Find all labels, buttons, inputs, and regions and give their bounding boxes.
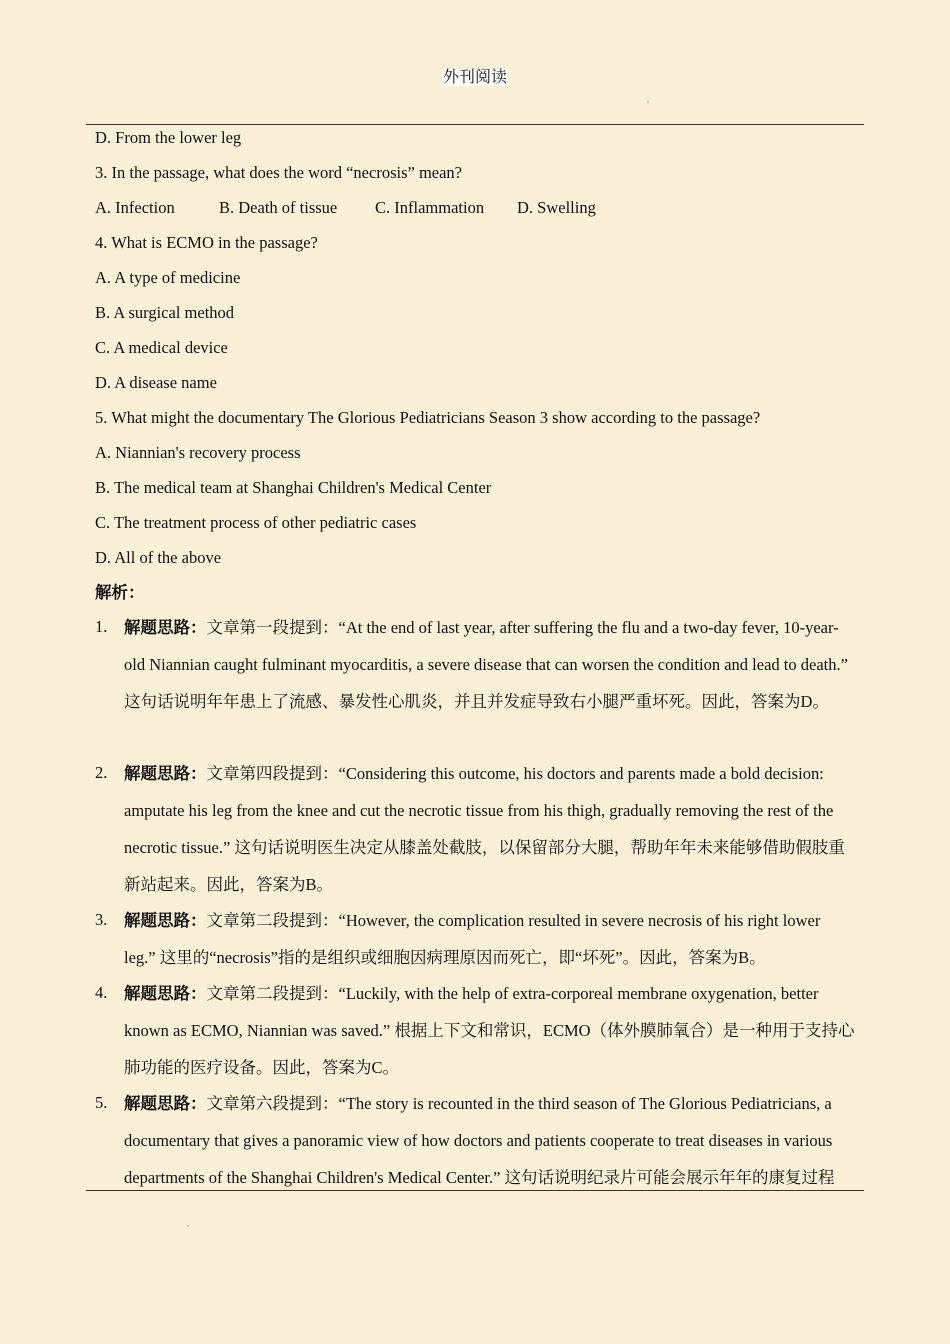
q4-option-a: A. A type of medicine [95, 268, 241, 287]
analysis-item-body [124, 609, 855, 720]
analysis-label: 解题思路： [124, 984, 207, 1003]
header-dot [647, 101, 649, 103]
analysis-item-text: 文章第四段提到：“Considering this outcome, his doctors and parents made a bold decision: amputate his leg from the knee and cut the necrotic tissue from his thigh, gradually removing the rest of the necrotic tissue.” 这句话说明医生决定从膝盖处截肢，以保留部分大腿，帮助年年未来能够借助假肢重新站起来。因此，答案为B。 [124, 764, 845, 894]
q3-option-c: C. Inflammation [375, 198, 485, 217]
q5-option-c: C. The treatment process of other pediatric cases [95, 513, 417, 532]
q4-stem: 4. What is ECMO in the passage? [95, 233, 318, 252]
analysis-item-number: 3. [95, 910, 108, 929]
q5-stem: 5. What might the documentary The Glorious Pediatricians Season 3 show according to the passage? [95, 408, 761, 427]
q5-option-b: B. The medical team at Shanghai Children's Medical Center [95, 478, 492, 497]
analysis-label: 解题思路： [124, 1094, 207, 1113]
analysis-item-text: 文章第二段提到：“However, the complication resulted in severe necrosis of his right lower leg.” 这里的“necrosis”指的是组织或细胞因病理原因而死亡，即“坏死”。因此，答案为B。 [124, 911, 821, 967]
analysis-label: 解题思路： [124, 618, 207, 637]
q4-option-c: C. A medical device [95, 338, 228, 357]
analysis-item-body [124, 755, 855, 903]
header-rule [86, 124, 864, 125]
footer-rule [86, 1190, 864, 1191]
analysis-item-text: 文章第一段提到：“At the end of last year, after suffering the flu and a two-day fever, 10-year-old Niannian caught fulminant myocarditis, a severe disease that can worsen the condition and lead to death.” 这句话说明年年患上了流感、暴发性心肌炎，并且并发症导致右小腿严重坏死。因此，答案为D。 [124, 618, 848, 711]
q3-options [95, 197, 596, 219]
analysis-item-number: 2. [95, 763, 108, 782]
analysis-item-number: 4. [95, 983, 108, 1002]
q5-option-a: A. Niannian's recovery process [95, 443, 301, 462]
q4-option-d: D. A disease name [95, 373, 217, 392]
q2-option-d: D. From the lower leg [95, 128, 242, 147]
analysis-item-number: 1. [95, 617, 108, 636]
q3-option-b: B. Death of tissue [219, 198, 338, 217]
analysis-item-text: 文章第二段提到：“Luckily, with the help of extra-corporeal membrane oxygenation, better known as ECMO, Niannian was saved.” 根据上下文和常识，ECMO（体外膜肺氧合）是一种用于支持心肺功能的医疗设备。因此，答案为C。 [124, 984, 855, 1077]
analysis-item [95, 1085, 855, 1191]
footer-dot [187, 1225, 189, 1227]
analysis-label: 解题思路： [124, 911, 207, 930]
analysis-item-body [124, 1085, 855, 1191]
analysis-item-body [124, 902, 855, 976]
q3-option-d: D. Swelling [517, 198, 596, 217]
analysis-label: 解题思路： [124, 764, 207, 783]
analysis-item-number: 5. [95, 1093, 108, 1112]
analysis-heading: 解析： [95, 583, 145, 602]
q3-option-a: A. Infection [95, 198, 175, 217]
q5-option-d: D. All of the above [95, 548, 222, 567]
analysis-item-text: 文章第六段提到：“The story is recounted in the third season of The Glorious Pediatricians, a documentary that gives a panoramic view of how doctors and patients cooperate to treat diseases in various departments of the Shanghai Children's Medical Center.” 这句话说明纪录片可能会展示年年的康复过程 [124, 1094, 835, 1187]
q3-stem: 3. In the passage, what does the word “necrosis” mean? [95, 163, 462, 182]
analysis-item-body [124, 975, 855, 1086]
q4-option-b: B. A surgical method [95, 303, 235, 322]
header-title: 外刊阅读 [442, 69, 507, 86]
